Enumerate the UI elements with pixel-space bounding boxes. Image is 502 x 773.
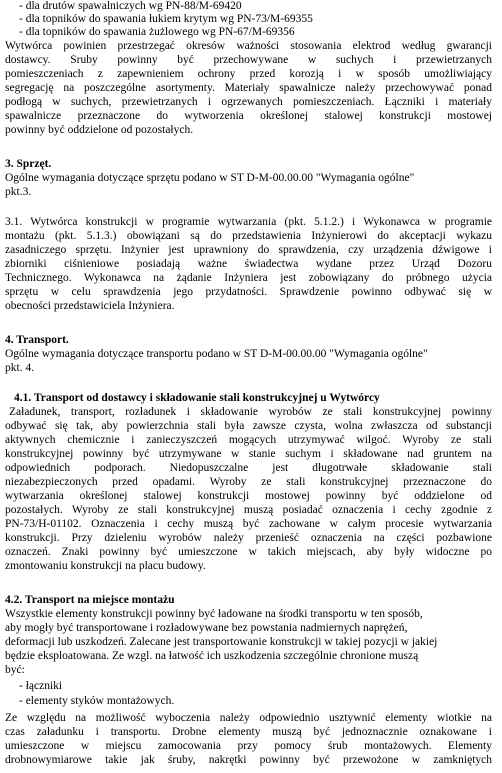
paragraph-line: Technicznego. Wykonawca na żądanie Inżyniera jest zobowiązany do próbnego użycia [5,272,492,284]
paragraph-line: czas załadunku i transportu. Drobne elementy muszą być jednoznacznie oznakowane i [5,726,492,738]
paragraph-line: konstrukcyjnej powinny być utrzymywane w stanie suchym i składowane nad gruntem na [5,448,492,460]
paragraph-line: obecności przedstawiciela Inżyniera. [5,300,175,312]
paragraph-line: konstrukcji. Przy dzieleniu wyrobów należy przenieść oznaczenia na części pozbawione [5,532,492,544]
paragraph-line: umieszczone w miejscu zamocowania przy pomocy śrub montażowych. Elementy [5,740,492,752]
paragraph-line: Ogólne wymagania dotyczące sprzętu podano w ST D-M-00.00.00 "Wymagania ogólne" [5,172,415,184]
paragraph-line: montażu (pkt. 5.1.3.) obowiązani są do przedstawienia Inżynierowi do akceptacji wykazu [5,230,492,242]
paragraph-line: pkt.3. [5,186,32,198]
paragraph-line: oznaczeń. Znaki powinny być umieszczone w takich miejscach, aby były widoczne po [5,546,492,558]
paragraph-line: Ogólne wymagania dotyczące transportu podano w ST D-M-00.00.00 "Wymagania ogólne" [5,348,428,360]
paragraph-line: zbiorniki ciśnieniowe posiadają ważne świadectwa wydane przez Urząd Dozoru [5,258,492,270]
section-heading: 4. Transport. [5,334,69,346]
paragraph-line: zmontowaniu konstrukcji na placu budowy. [5,560,206,572]
paragraph-line: aktywnych chemicznie i zanieczyszczeń mogących utrzymywać wilgoć. Wyroby ze stali [5,434,492,446]
paragraph-line: aby mogły być transportowane i rozładowywane bez powstania nadmiernych naprężeń, [5,622,408,634]
paragraph-line: drobnowymiarowe takie jak śruby, nakrętki powinny być przewożone w zamkniętych [5,754,492,766]
paragraph-line: Wszystkie elementy konstrukcji powinny być ładowane na środki transportu w ten sposób, [5,608,423,620]
paragraph-line-with-subsection: 3.1. Wytwórca konstrukcji w programie wytwarzania (pkt. 5.1.2.) i Wykonawca w programie [5,216,492,228]
paragraph-line: Ze względu na możliwość wyboczenia należy odpowiednio usztywnić elementy wiotkie na [5,712,492,724]
paragraph-line: segregację na poszczególne asortymenty. Materiały spawalnicze należy przechowywać ponad [5,82,492,94]
paragraph-line: pozostałych. Wyroby ze stali konstrukcyjnej muszą posiadać oznaczenia i cechy zgodnie z [5,504,492,516]
paragraph-line: będzie eksploatowana. Ze wzgl. na łatwość ich uszkodzenia szczególnie chronione muszą [5,650,419,662]
paragraph-line: powinny być oddzielone od pozostałych. [5,124,194,136]
paragraph-line: pkt. 4. [5,362,35,374]
paragraph-line: Wytwórca powinien przestrzegać okresów ważności stosowania elektrod według gwarancji [5,40,492,52]
paragraph-line: wytwarzania określonej stalowej konstrukcji mostowej powinny być oddzielone od [5,490,492,502]
paragraph-line: być: [5,664,25,676]
list-item: - dla drutów spawalniczych wg PN-88/M-69420 [19,0,242,12]
paragraph-line: zasadniczego sprzętu. Inżynier jest uprawniony do sprawdzenia, czy urządzenia dźwigowe i [5,244,492,256]
paragraph-line: spawalnicze przeznaczone do wytworzenia określonej stalowej konstrukcji mostowej [5,110,492,122]
paragraph-line: odbywać się tak, aby powierzchnia stali była zawsze czysta, wolna zwłaszcza od substancji [5,420,492,432]
subsection-heading: 4.2. Transport na miejsce montażu [5,594,175,606]
paragraph-line: sprzętu w celu sprawdzenia jego przydatności. Sprawdzenie powinno odbywać się w [5,286,492,298]
paragraph-line: pomieszczeniach z zapewnieniem ochrony przed korozją i w sposób umożliwiający [5,68,492,80]
list-item: - elementy styków montażowych. [19,695,175,707]
section-heading: 3. Sprzęt. [5,158,52,170]
paragraph-line: deformacji lub uszkodzeń. Zalecane jest transportowanie konstrukcji w takiej pozycji w jakiej [5,636,438,648]
paragraph-line: niezabezpieczonych przed opadami. Wyroby ze stali konstrukcyjnej przeznaczone do [5,476,492,488]
paragraph-line: podłogą w suchych, przewietrzanych i ogrzewanych pomieszczeniach. Łączniki i materiały [5,96,492,108]
list-item: - łączniki [19,680,63,692]
paragraph-line: odpowiednich podporach. Niedopuszczalne jest długotrwałe składowanie stali [5,462,492,474]
subsection-heading: 4.1. Transport od dostawcy i składowanie stali konstrukcyjnej u Wytwórcy [14,392,380,404]
list-item: - dla topników do spawania żużlowego wg PN-67/M-69356 [19,26,295,38]
paragraph-line: Załadunek, transport, rozładunek i składowanie wyrobów ze stali konstrukcyjnej powinny [9,406,492,418]
paragraph-line: PN-73/H-01102. Oznaczenia i cechy muszą być zachowane w całym procesie wytwarzania [5,518,492,530]
paragraph-line: dostawcy. Śruby powinny być przechowywane w suchych i przewietrzanych [5,54,492,66]
list-item: - dla topników do spawania łukiem krytym wg PN-73/M-69355 [19,13,313,25]
